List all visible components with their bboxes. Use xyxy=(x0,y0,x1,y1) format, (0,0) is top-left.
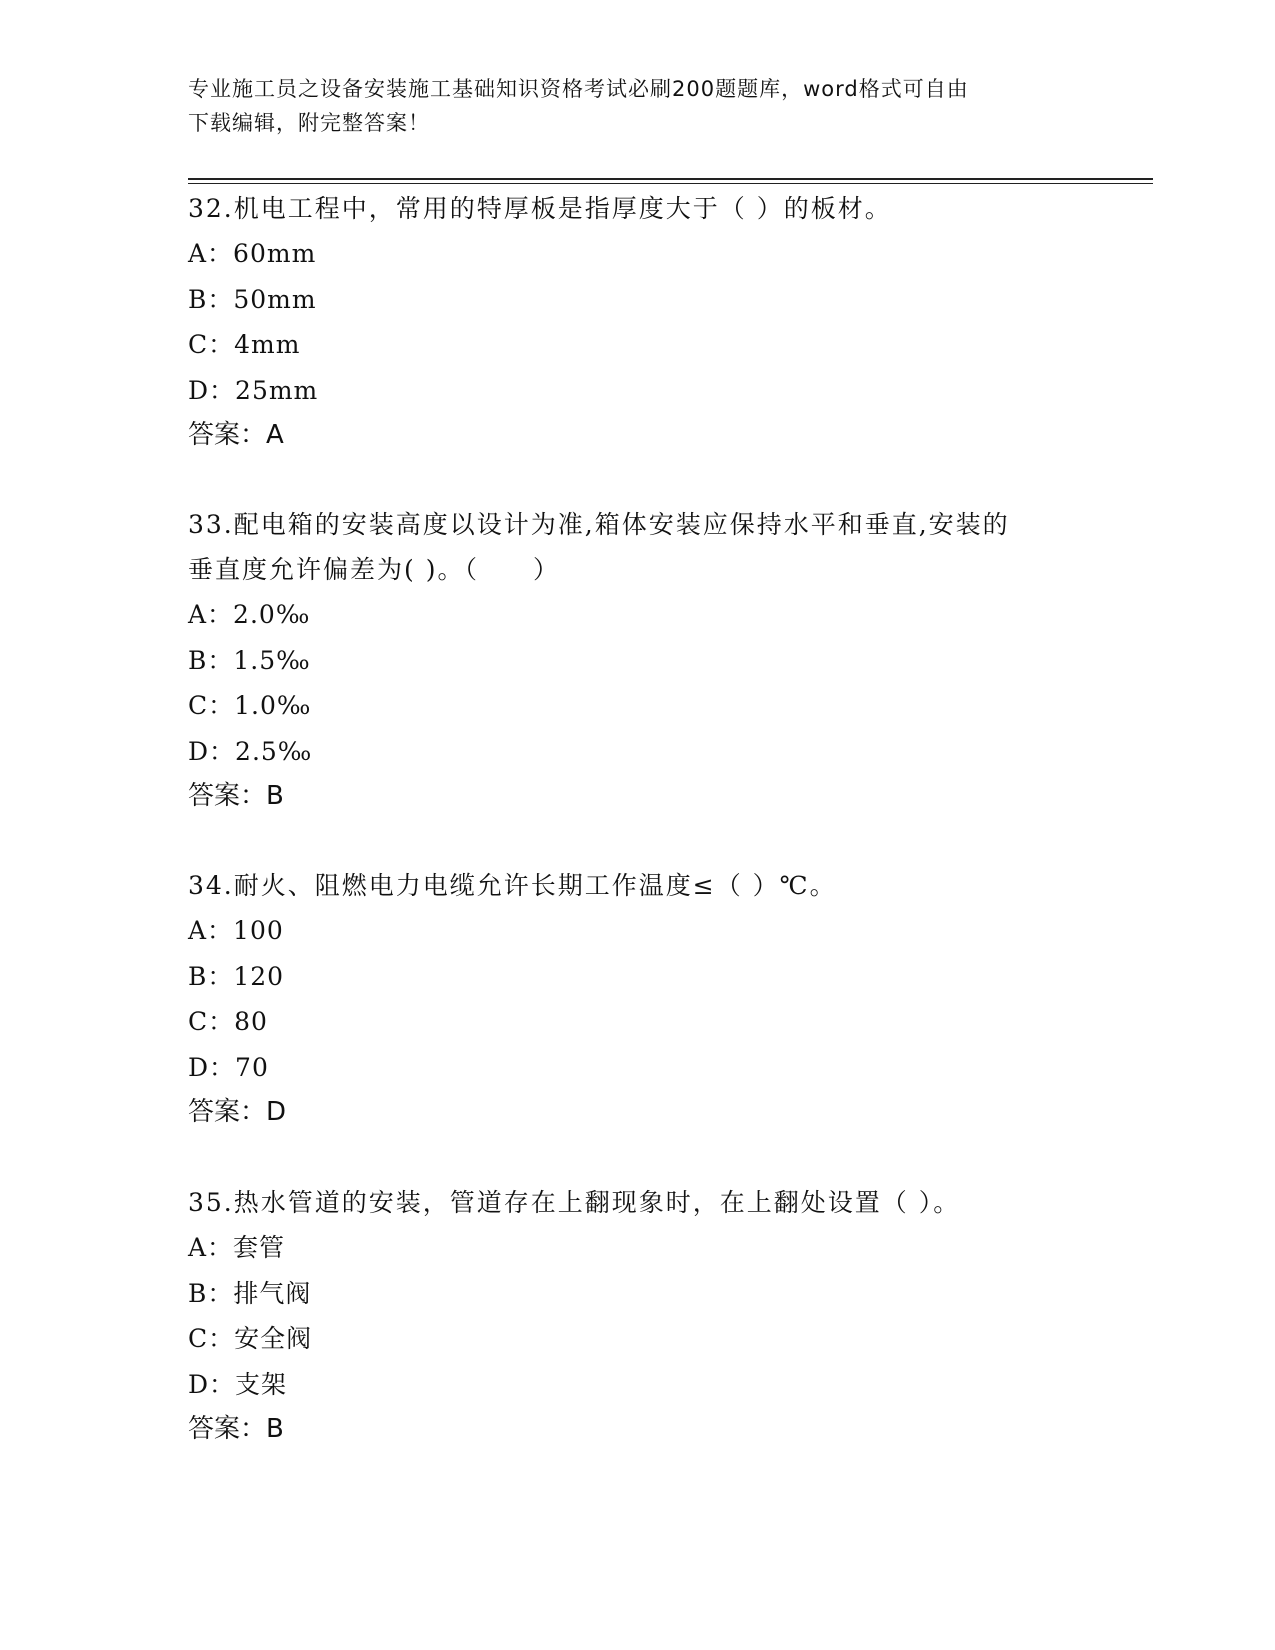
header-divider-thick xyxy=(188,178,1153,180)
option-a: A：60mm xyxy=(188,239,317,268)
question-title: 32.机电工程中，常用的特厚板是指厚度大于（ ）的板材。 xyxy=(188,194,892,223)
option-c: C：80 xyxy=(188,1007,268,1036)
option-b: B：排气阀 xyxy=(188,1278,312,1308)
option-b: B：50mm xyxy=(188,284,317,314)
option-a: A：100 xyxy=(188,916,284,945)
header-line-1: 专业施工员之设备安装施工基础知识资格考试必刷200题题库，word格式可自由 xyxy=(188,77,969,101)
question-title: 34.耐火、阻燃电力电缆允许长期工作温度≤（ ）℃。 xyxy=(188,871,837,900)
question-32 xyxy=(188,186,1108,458)
answer: 答案：B xyxy=(188,781,284,811)
question-title: 35.热水管道的安装，管道存在上翻现象时，在上翻处设置（ ）。 xyxy=(188,1188,961,1217)
option-a: A：2.0‰ xyxy=(188,600,311,629)
question-35 xyxy=(188,1180,1108,1452)
question-title-line-1: 33.配电箱的安装高度以设计为准,箱体安装应保持水平和垂直,安装的 xyxy=(188,510,1010,539)
header-divider-thin xyxy=(188,183,1153,184)
answer: 答案：A xyxy=(188,420,284,450)
option-d: D：70 xyxy=(188,1052,269,1082)
option-a: A：套管 xyxy=(188,1233,286,1262)
option-b: B：120 xyxy=(188,961,285,991)
option-c: C：1.0‰ xyxy=(188,691,312,720)
header-line-2: 下载编辑，附完整答案！ xyxy=(188,111,430,135)
option-d: D：2.5‰ xyxy=(188,736,313,766)
option-d: D：支架 xyxy=(188,1369,288,1399)
option-c: C：安全阀 xyxy=(188,1324,313,1353)
answer: 答案：B xyxy=(188,1414,284,1444)
answer: 答案：D xyxy=(188,1097,287,1127)
document-header xyxy=(188,72,1088,140)
option-b: B：1.5‰ xyxy=(188,645,311,675)
option-c: C：4mm xyxy=(188,330,301,359)
question-title-line-2: 垂直度允许偏差为( )。（ ） xyxy=(188,555,560,584)
option-d: D：25mm xyxy=(188,375,319,405)
question-34 xyxy=(188,863,1108,1135)
question-33 xyxy=(188,502,1108,819)
